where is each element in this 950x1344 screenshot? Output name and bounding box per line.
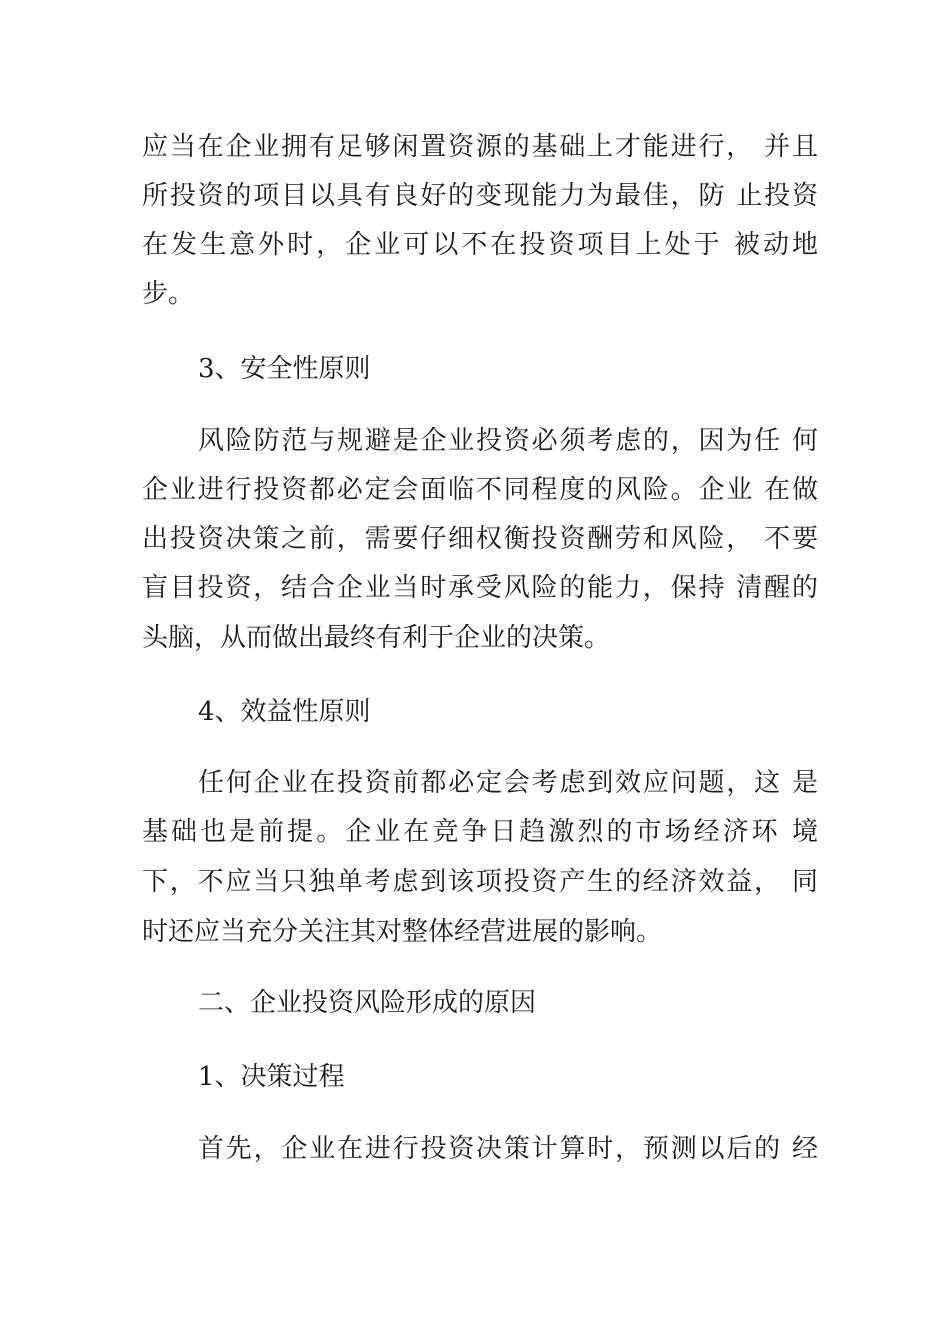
paragraph-line: 风险防范与规避是企业投资必须考虑的，因为任 何 [198, 426, 818, 456]
paragraph-line: 企业进行投资都必定会面临不同程度的风险。企业 在做 [142, 475, 818, 505]
paragraph-line: 出投资决策之前，需要仔细权衡投资酬劳和风险， 不要 [142, 524, 818, 554]
paragraph-line: 首先，企业在进行投资决策计算时，预测以后的 经 [198, 1134, 818, 1164]
section-heading: 二、企业投资风险形成的原因 [198, 988, 537, 1018]
paragraph-line: 应当在企业拥有足够闲置资源的基础上才能进行， 并且 [142, 132, 818, 162]
paragraph-line: 下，不应当只独单考虑到该项投资产生的经济效益， 同 [142, 867, 818, 897]
paragraph-line: 步。 [142, 279, 195, 309]
paragraph-line: 在发生意外时，企业可以不在投资项目上处于 被动地 [142, 230, 818, 260]
paragraph-line: 头脑，从而做出最终有利于企业的决策。 [142, 623, 611, 653]
paragraph-line: 时还应当充分关注其对整体经营进展的影响。 [142, 917, 663, 947]
section-heading: 4、效益性原则 [198, 697, 371, 727]
paragraph-line: 基础也是前提。企业在竞争日趋激烈的市场经济环 境 [142, 817, 818, 847]
paragraph-line: 盲目投资，结合企业当时承受风险的能力，保持 清醒的 [142, 573, 818, 603]
section-heading: 3、安全性原则 [198, 354, 371, 384]
paragraph-line: 所投资的项目以具有良好的变现能力为最佳，防 止投资 [142, 181, 818, 211]
paragraph-line: 任何企业在投资前都必定会考虑到效应问题，这 是 [198, 768, 818, 798]
section-heading: 1、决策过程 [198, 1062, 345, 1092]
